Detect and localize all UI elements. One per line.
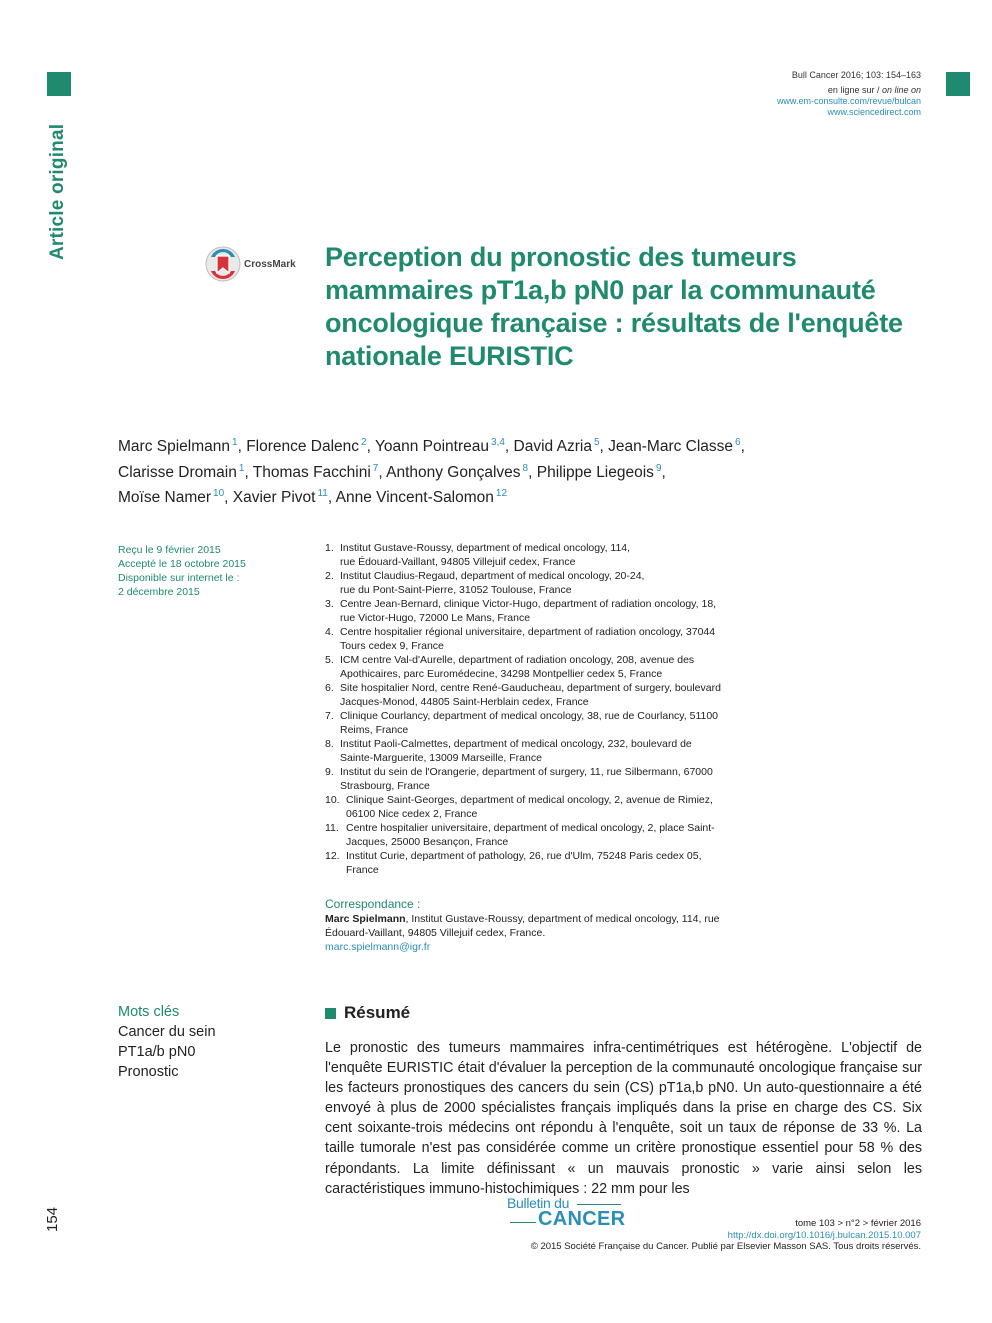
crossmark-label: CrossMark	[244, 258, 296, 270]
available-date: 2 décembre 2015	[118, 586, 200, 598]
affiliation-item: 10. Clinique Saint-Georges, department of medical oncology, 2, avenue de Rimiez, 06100 Nice cedex 2, France	[325, 794, 713, 820]
keyword: Cancer du sein	[118, 1024, 216, 1040]
em-consulte-link[interactable]: www.em-consulte.com/revue/bulcan	[776, 96, 921, 106]
page-number: 154	[44, 1206, 61, 1232]
doi-link[interactable]: http://dx.doi.org/10.1016/j.bulcan.2015.10.007	[727, 1229, 921, 1241]
accepted-date: Accepté le 18 octobre 2015	[118, 558, 246, 570]
affiliation-item: 7. Clinique Courlancy, department of medical oncology, 38, rue de Courlancy, 51100 Reims, France	[325, 710, 719, 736]
copyright: © 2015 Société Française du Cancer. Publié par Elsevier Masson SAS. Tous droits réservés.	[530, 1241, 921, 1252]
section-marker-icon	[325, 1008, 336, 1019]
footer-info	[531, 1218, 921, 1253]
keyword: Pronostic	[118, 1064, 179, 1080]
journal-info	[777, 70, 921, 118]
article-dates	[118, 543, 246, 599]
author-list	[118, 432, 798, 509]
journal-citation: Bull Cancer 2016; 103: 154–163	[791, 70, 921, 80]
keywords-heading: Mots clés	[118, 1004, 180, 1020]
affiliation-item: 12. Institut Curie, department of pathology, 26, rue d'Ulm, 75248 Paris cedex 05, France	[325, 850, 702, 876]
author: Jean-Marc Classe $^6$,	[608, 437, 745, 455]
affiliation-item: 5. ICM centre Val-d'Aurelle, department of radiation oncology, 208, avenue des Apothicaires, parc Euromédecine, 34298 Montpellier cedex 5, France	[325, 654, 695, 680]
online-line: en ligne sur / on line on	[827, 85, 921, 95]
author: Marc Spielmann $^1$,	[118, 437, 247, 455]
available-label: Disponible sur internet le :	[118, 572, 240, 584]
keyword: PT1a/b pN0	[118, 1044, 196, 1060]
crossmark-icon	[205, 246, 241, 282]
received-date: Reçu le 9 février 2015	[118, 544, 221, 556]
affiliation-item: 8. Institut Paoli-Calmettes, department of medical oncology, 232, boulevard de Sainte-Marguerite, 13009 Marseille, France	[325, 738, 692, 764]
affiliation-list	[325, 541, 755, 877]
keywords-block	[118, 1002, 216, 1082]
author: Philippe Liegeois $^9$,	[536, 462, 666, 481]
affiliation-item: 11. Centre hospitalier universitaire, department of medical oncology, 2, place Saint- Jacques, 25000 Besançon, France	[325, 822, 715, 848]
affiliation-item: 1. Institut Gustave-Roussy, department of medical oncology, 114, rue Édouard-Vaillant, 94805 Villejuif cedex, France	[325, 542, 631, 568]
author: Yoann Pointreau $^{3,4}$,	[374, 437, 514, 455]
author: Anne Vincent-Salomon $^{12}$	[335, 488, 508, 506]
affiliation-item: 4. Centre hospitalier régional universitaire, department of radiation oncology, 37044 Tours cedex 9, France	[325, 626, 716, 652]
correspondence-heading: Correspondance :	[325, 897, 421, 911]
abstract-text: Le pronostic des tumeurs mammaires infra-centimétriques est hétérogène. L'objectif de l'enquête EURISTIC était d'évaluer la perception de la communauté oncologique française sur les facteurs pronostiques des cancers du sein (CS) pT1a,b pN0. Un auto-questionnaire a été envoyé à plus de 2000 spécialistes français impliqués dans la prise en charge des CS. Six cent soixante-trois médecins ont répondu à l'enquête, soit un taux de réponse de 33 %. La taille tumorale n'est pas considérée comme un critère pronostique essentiel pour 58 % des répondants. La limite définissant « un mauvais pronostic » varie ainsi selon les caractéristiques immuno-histochimiques : 22 mm pour les	[325, 1040, 922, 1197]
corner-marker-left	[47, 72, 71, 96]
author: Thomas Facchini $^7$,	[252, 462, 387, 481]
correspondence-address: Marc Spielmann, Institut Gustave-Roussy, department of medical oncology, 114, rue Édouard-Vaillant, 94805 Villejuif cedex, France.	[325, 913, 720, 939]
author: Xavier Pivot $^{11}$,	[232, 488, 336, 506]
author: Anthony Gonçalves $^8$,	[386, 462, 537, 481]
corner-marker-right	[946, 72, 970, 96]
affiliation-item: 6. Site hospitalier Nord, centre René-Gauducheau, department of surgery, boulevard Jacques-Monod, 44805 Saint-Herblain cedex, France	[325, 682, 721, 708]
resume-heading: Résumé	[325, 1003, 410, 1023]
affiliation-item: 9. Institut du sein de l'Orangerie, department of surgery, 11, rue Silbermann, 67000 Strasbourg, France	[325, 766, 713, 792]
author: Clarisse Dromain $^1$,	[118, 462, 253, 481]
author: Moïse Namer $^{10}$,	[118, 488, 233, 506]
affiliation-item: 2. Institut Claudius-Regaud, department of medical oncology, 20-24, rue du Pont-Saint-Pierre, 31052 Toulouse, France	[325, 570, 645, 596]
sciencedirect-link[interactable]: www.sciencedirect.com	[827, 107, 921, 117]
article-type-label: Article original	[47, 123, 68, 260]
crossmark-badge[interactable]	[205, 246, 296, 282]
issue-info: tome 103 > n°2 > février 2016	[795, 1218, 921, 1229]
affiliation-item: 3. Centre Jean-Bernard, clinique Victor-Hugo, department of radiation oncology, 18, rue Victor-Hugo, 72000 Le Mans, France	[325, 598, 717, 624]
correspondence-block	[325, 897, 755, 954]
author: David Azria $^5$,	[513, 437, 609, 455]
author: Florence Dalenc $^2$,	[246, 437, 375, 455]
journal-logo: Bulletin du CANCER	[507, 1195, 626, 1230]
correspondence-email-link[interactable]: marc.spielmann@igr.fr	[325, 941, 431, 953]
article-title: Perception du pronostic des tumeurs mammaires pT1a,b pN0 par la communauté oncologique française : résultats de l'enquête nationale EURISTIC	[325, 242, 903, 371]
